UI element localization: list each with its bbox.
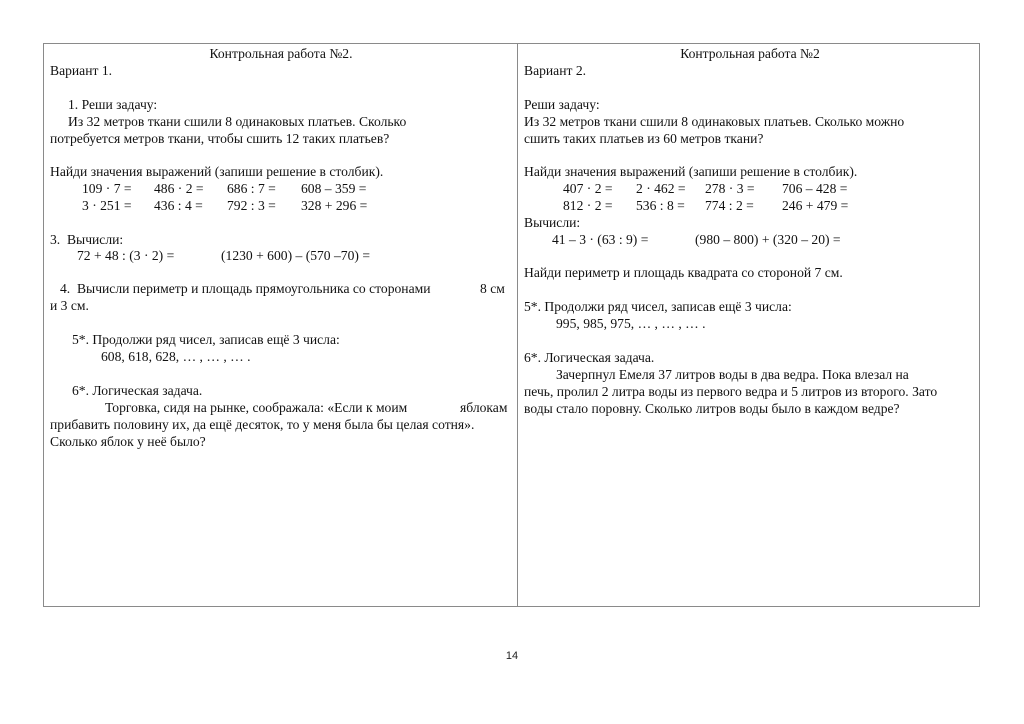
variant-1-title: Контрольная работа №2. [209, 46, 353, 61]
v2-task6-line1: Зачерпнул Емеля 37 литров воды в два ведра. Пока влезал на [556, 367, 909, 382]
v1-task5-heading: 5*. Продолжи ряд чисел, записав ещё 3 числа: [72, 332, 340, 347]
v2-expr-r1c1: 407 · 2 = [563, 181, 613, 196]
v1-task4-line1-end: 8 см [480, 281, 505, 296]
v2-expr-r2c4: 246 + 479 = [782, 198, 849, 213]
v2-expr-r1c4: 706 – 428 = [782, 181, 848, 196]
v2-expr-r2c3: 774 : 2 = [705, 198, 754, 213]
v2-expr-r2c1: 812 · 2 = [563, 198, 613, 213]
v1-task5-series: 608, 618, 628, … , … , … . [101, 349, 251, 364]
v1-task6-line1-end: яблокам [460, 400, 508, 415]
v2-task1-text-line2: сшить таких платьев из 60 метров ткани? [524, 131, 764, 146]
v1-task6-heading: 6*. Логическая задача. [72, 383, 203, 398]
variant-2-title: Контрольная работа №2 [680, 46, 820, 61]
variant-2-label: Вариант 2. [524, 63, 587, 78]
v1-expr-r2c4: 328 + 296 = [301, 198, 368, 213]
v2-task5-heading: 5*. Продолжи ряд чисел, записав ещё 3 числа: [524, 299, 792, 314]
variant-1-label: Вариант 1. [50, 63, 113, 78]
v2-task5-series: 995, 985, 975, … , … , … . [556, 316, 706, 331]
column-divider [517, 44, 518, 606]
v2-task1-text-line1: Из 32 метров ткани сшили 8 одинаковых платьев. Сколько можно [524, 114, 905, 129]
worksheet-table [43, 43, 980, 607]
v2-task3-heading: Вычисли: [524, 215, 581, 230]
v2-expr-r1c3: 278 · 3 = [705, 181, 755, 196]
v1-task1-text-line1: Из 32 метров ткани сшили 8 одинаковых платьев. Сколько [68, 114, 407, 129]
v1-expr-r2c2: 436 : 4 = [154, 198, 203, 213]
v1-expr-r1c4: 608 – 359 = [301, 181, 367, 196]
v2-task3-expr2: (980 – 800) + (320 – 20) = [695, 232, 841, 247]
v1-expr-r1c2: 486 · 2 = [154, 181, 204, 196]
variant-1-column [50, 44, 512, 606]
v1-task3-expr2: (1230 + 600) – (570 –70) = [221, 248, 370, 263]
v1-task4-line1: 4. Вычисли периметр и площадь прямоугольника со сторонами [60, 281, 431, 296]
v1-task1-heading: 1. Реши задачу: [68, 97, 158, 112]
v2-task6-heading: 6*. Логическая задача. [524, 350, 655, 365]
v2-task1-heading: Реши задачу: [524, 97, 600, 112]
v1-task3-expr1: 72 + 48 : (3 · 2) = [77, 248, 175, 263]
v1-task6-line2: прибавить половину их, да ещё десяток, то у меня была бы целая сотня». [50, 417, 475, 432]
v2-task3-expr1: 41 – 3 · (63 : 9) = [552, 232, 649, 247]
page-number: 14 [505, 650, 519, 662]
v2-expr-r1c2: 2 · 462 = [636, 181, 686, 196]
v2-task6-line3: воды стало поровну. Сколько литров воды было в каждом ведре? [524, 401, 900, 416]
v2-task6-line2: печь, пролил 2 литра воды из первого ведра и 5 литров из второго. Зато [524, 384, 938, 399]
v1-expr-r1c3: 686 : 7 = [227, 181, 276, 196]
v1-task2-heading: Найди значения выражений (запиши решение в столбик). [50, 164, 384, 179]
v1-task6-line1: Торговка, сидя на рынке, соображала: «Если к моим [105, 400, 408, 415]
v2-task4-line1: Найди периметр и площадь квадрата со стороной 7 см. [524, 265, 843, 280]
v2-task2-heading: Найди значения выражений (запиши решение в столбик). [524, 164, 858, 179]
v1-expr-r1c1: 109 · 7 = [82, 181, 132, 196]
v1-task1-text-line2: потребуется метров ткани, чтобы сшить 12 таких платьев? [50, 131, 390, 146]
v1-expr-r2c3: 792 : 3 = [227, 198, 276, 213]
variant-2-column [524, 44, 976, 606]
v1-expr-r2c1: 3 · 251 = [82, 198, 132, 213]
v2-expr-r2c2: 536 : 8 = [636, 198, 685, 213]
v1-task4-line2: и 3 см. [50, 298, 89, 313]
v1-task6-line3: Сколько яблок у неё было? [50, 434, 206, 449]
v1-task3-heading: 3. Вычисли: [50, 232, 124, 247]
